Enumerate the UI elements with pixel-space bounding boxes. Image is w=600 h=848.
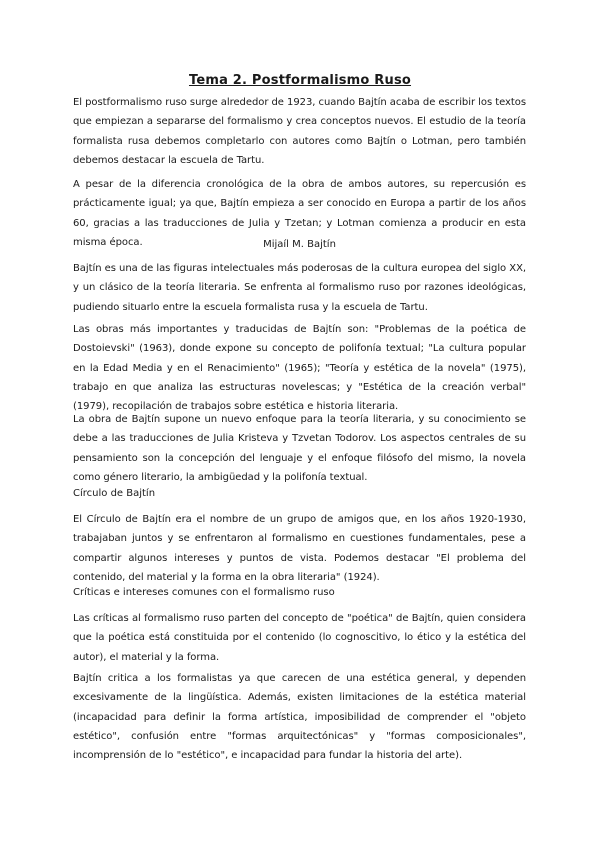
author-heading: Mijaíl M. Bajtín [263,239,336,250]
criticism-paragraph-1: Las críticas al formalismo ruso parten del concepto de "poética" de Bajtín, quien considera que la poética está constituida por el contenido (lo cognoscitivo, lo ético y la estética del autor), el material y la forma. [73,613,526,663]
bajtin-paragraph-1: Bajtín es una de las figuras intelectuales más poderosas de la cultura europea del siglo XX, y un clásico de la teoría literaria. Se enfrenta al formalismo ruso por razones ideológicas, pudiendo situarlo entre la escuela formalista rusa y la escuela de Tartu. [73,263,526,313]
document-title: Tema 2. Postformalismo Ruso [188,73,412,88]
bajtin-paragraph-3: La obra de Bajtín supone un nuevo enfoque para la teoría literaria, y su conocimiento se debe a las traducciones de Julia Kristeva y Tzvetan Todorov. Los aspectos centrales de su pensamiento son la concepción del lenguaje y el enfoque filósofo del mismo, la novela como género literario, la ambigüedad y la polifonía textual. [73,414,526,483]
circle-paragraph: El Círculo de Bajtín era el nombre de un grupo de amigos que, en los años 1920-1930, trabajaban juntos y se enfrentaron al formalismo en cuestiones fundamentales, pese a compartir algunos intereses y puntos de vista. Podemos destacar "El problema del contenido, del material y la forma en la obra literaria" (1924). [73,514,526,583]
circle-heading: Círculo de Bajtín [73,488,156,499]
criticism-heading: Críticas e intereses comunes con el formalismo ruso [73,587,335,598]
criticism-paragraph-2: Bajtín critica a los formalistas ya que carecen de una estética general, y dependen excesivamente de la lingüística. Además, existen limitaciones de la estética material (incapacidad para definir la forma artística, imposibilidad de comprender el "objeto estético", confusión entre "formas arquitectónicas" y "formas composicionales", incomprensión de lo "estético", e incapacidad para fundar la historia del arte). [73,673,526,762]
intro-paragraph-2: A pesar de la diferencia cronológica de la obra de ambos autores, su repercusión es prácticamente igual; ya que, Bajtín empieza a ser conocido en Europa a partir de los años 60, gracias a las traducciones de Julia y Tzetan; y Lotman comienza a producir en esta misma época. [73,179,526,248]
intro-paragraph-1: El postformalismo ruso surge alrededor de 1923, cuando Bajtín acaba de escribir los textos que empiezan a separarse del formalismo y crea conceptos nuevos. El estudio de la teoría formalista rusa debemos completarlo con autores como Bajtín o Lotman, pero también debemos destacar la escuela de Tartu. [73,97,526,166]
bajtin-paragraph-2: Las obras más importantes y traducidas de Bajtín son: "Problemas de la poética de Dostoievski" (1963), donde expone su concepto de polifonía textual; "La cultura popular en la Edad Media y en el Renacimiento" (1965); "Teoría y estética de la novela" (1975), trabajo en que analiza las estructuras novelescas; y "Estética de la creación verbal" (1979), recopilación de trabajos sobre estética e historia literaria. [73,324,526,413]
